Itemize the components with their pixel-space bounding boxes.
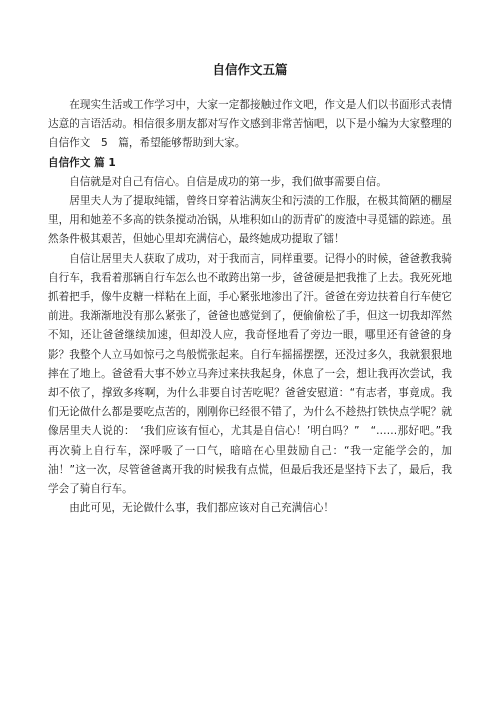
body-paragraph: 自信让居里夫人获取了成功，对于我而言，同样重要。记得小的时候，爸爸教我骑自行车，我看着那辆自行车怎么也不敢跨出第一步，爸爸硬是把我推了上去。我死死地抓着把手，像牛皮糖一样粘在上面，手心紧张地渗出了汗。爸爸在旁边扶着自行车使它前进。我渐渐地没有那么紧张了，爸爸也感觉到了，便偷偷松了手，但这一切我却浑然不知，还让爸爸继续加速，但却没人应，我奇怪地看了旁边一眼，哪里还有爸爸的身影？我整个人立马如惊弓之鸟般慌张起来。自行车摇摇摆摆，还没过多久，我就狠狠地摔在了地上。爸爸看大事不妙立马奔过来扶我起身，休息了一会，想让我再次尝试，我却不依了，撑致多疼啊，为什么非要自讨苦吃呢？爸爸安慰道：“有志者，事竟成。我们无论做什么都是要吃点苦的，刚刚你已经很不错了，为什么不趁热打铁快点学呢？就像居里夫人说的： ‘我们应该有恒心，尤其是自信心！’明白吗？” “……那好吧。”我再次骑上自行车，深呼吸了一口气，暗暗在心里鼓励自己：“我一定能学会的，加油！”这一次，尽管爸爸离开我的时候我有点慌，但最后我还是坚持下去了，最后，我学会了骑自行车。 <box>48 252 452 496</box>
section-heading: 自信作文 篇 1 <box>48 156 116 169</box>
body-paragraph: 居里夫人为了提取纯镭，曾终日穿着沾满灰尘和污渍的工作服，在极其简陋的棚屋里，用和她差不多高的铁条搅动冶锅，从堆积如山的沥青矿的废渣中寻觅镭的踪迹。虽然条件极其艰苦，但她心里却充满信心，最终她成功提取了镭！ <box>48 195 452 246</box>
body-paragraph: 自信就是对自己有信心。自信是成功的第一步，我们做事需要自信。 <box>69 175 387 188</box>
intro-paragraph: 在现实生活或工作学习中，大家一定都接触过作文吧，作文是人们以书面形式表情达意的言语活动。相信很多朋友都对写作文感到非常苦恼吧，以下是小编为大家整理的自信作文 5 篇，希望能够帮助到大家。 <box>48 99 452 150</box>
document-title: 自信作文五篇 <box>212 62 288 77</box>
body-paragraph: 由此可见，无论做什么事，我们都应该对自己充满信心！ <box>69 502 335 515</box>
